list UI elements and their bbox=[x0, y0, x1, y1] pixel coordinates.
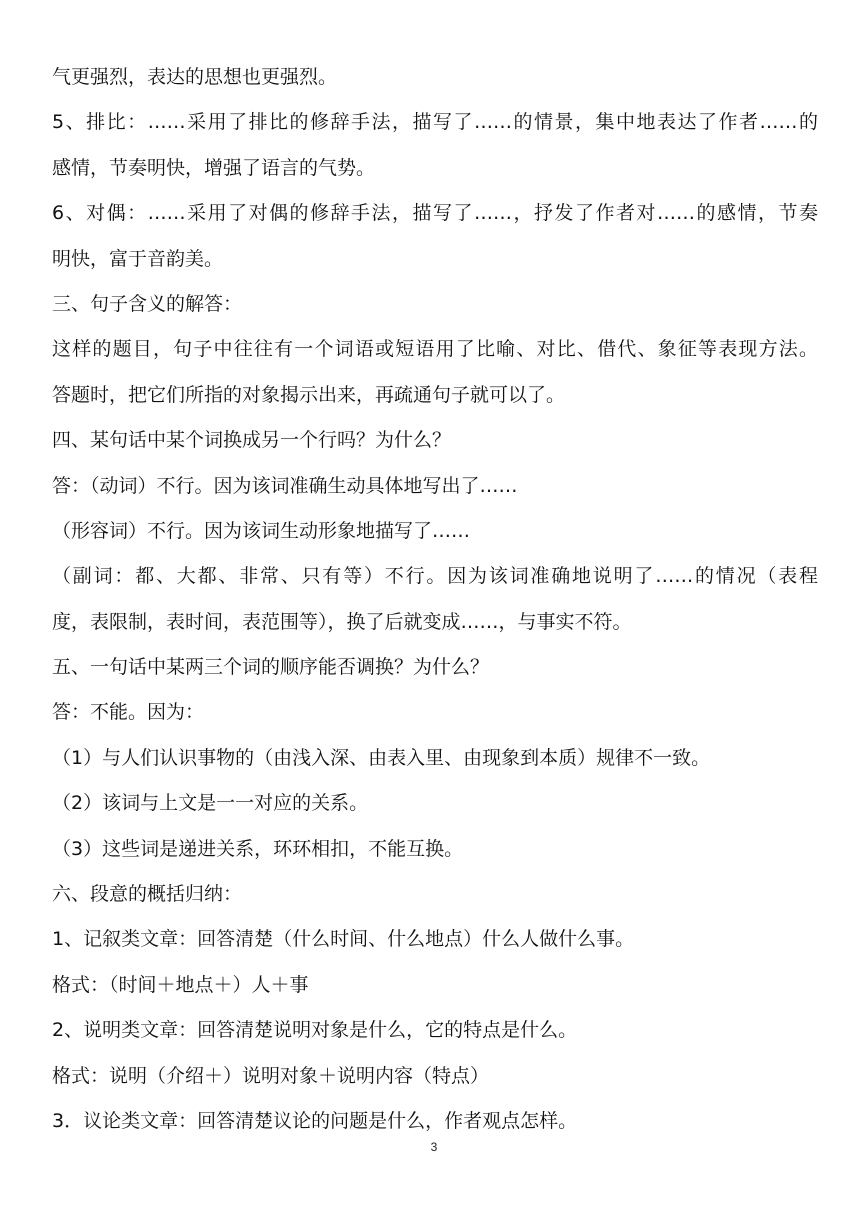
text-line: 6、对偶：……采用了对偶的修辞手法，描写了……，抒发了作者对……的感情，节奏 bbox=[52, 202, 818, 225]
text-line: 明快，富于音韵美。 bbox=[52, 247, 224, 270]
section-heading: 四、某句话中某个词换成另一个行吗？为什么？ bbox=[52, 429, 452, 452]
list-item: （1）与人们认识事物的（由浅入深、由表入里、由现象到本质）规律不一致。 bbox=[52, 746, 711, 769]
text-line: 答题时，把它们所指的对象揭示出来，再疏通句子就可以了。 bbox=[52, 383, 566, 406]
text-line: 感情，节奏明快，增强了语言的气势。 bbox=[52, 156, 376, 179]
text-line: 这样的题目，句子中往往有一个词语或短语用了比喻、对比、借代、象征等表现方法。 bbox=[52, 338, 818, 361]
section-heading: 三、句子含义的解答： bbox=[52, 292, 243, 315]
text-line: 3．议论类文章：回答清楚议论的问题是什么，作者观点怎样。 bbox=[52, 1109, 578, 1132]
text-line: 格式：（时间＋地点＋）人＋事 bbox=[52, 973, 309, 996]
text-line: 答：不能。因为： bbox=[52, 701, 205, 724]
text-line: （形容词）不行。因为该词生动形象地描写了…… bbox=[52, 519, 471, 542]
document-body bbox=[52, 55, 818, 1144]
text-line: 答：（动词）不行。因为该词准确生动具体地写出了…… bbox=[52, 474, 518, 497]
text-line: 格式：说明（介绍＋）说明对象＋说明内容（特点） bbox=[52, 1064, 490, 1087]
list-item: （3）这些词是递进关系，环环相扣，不能互换。 bbox=[52, 837, 464, 860]
section-heading: 五、一句话中某两三个词的顺序能否调换？为什么？ bbox=[52, 656, 490, 679]
section-heading: 六、段意的概括归纳： bbox=[52, 883, 243, 906]
text-line: 度，表限制，表时间，表范围等），换了后就变成……，与事实不符。 bbox=[52, 610, 632, 633]
text-line: （副词：都、大都、非常、只有等）不行。因为该词准确地说明了……的情况（表程 bbox=[52, 565, 818, 588]
list-item: （2）该词与上文是一一对应的关系。 bbox=[52, 792, 369, 815]
text-line: 气更强烈，表达的思想也更强烈。 bbox=[52, 66, 338, 88]
page-number: 3 bbox=[430, 1140, 438, 1154]
text-line: 2、说明类文章：回答清楚说明对象是什么，它的特点是什么。 bbox=[52, 1019, 578, 1042]
text-line: 5、排比：……采用了排比的修辞手法，描写了……的情景，集中地表达了作者……的 bbox=[52, 111, 818, 134]
text-line: 1、记叙类文章：回答清楚（什么时间、什么地点）什么人做什么事。 bbox=[52, 928, 635, 951]
